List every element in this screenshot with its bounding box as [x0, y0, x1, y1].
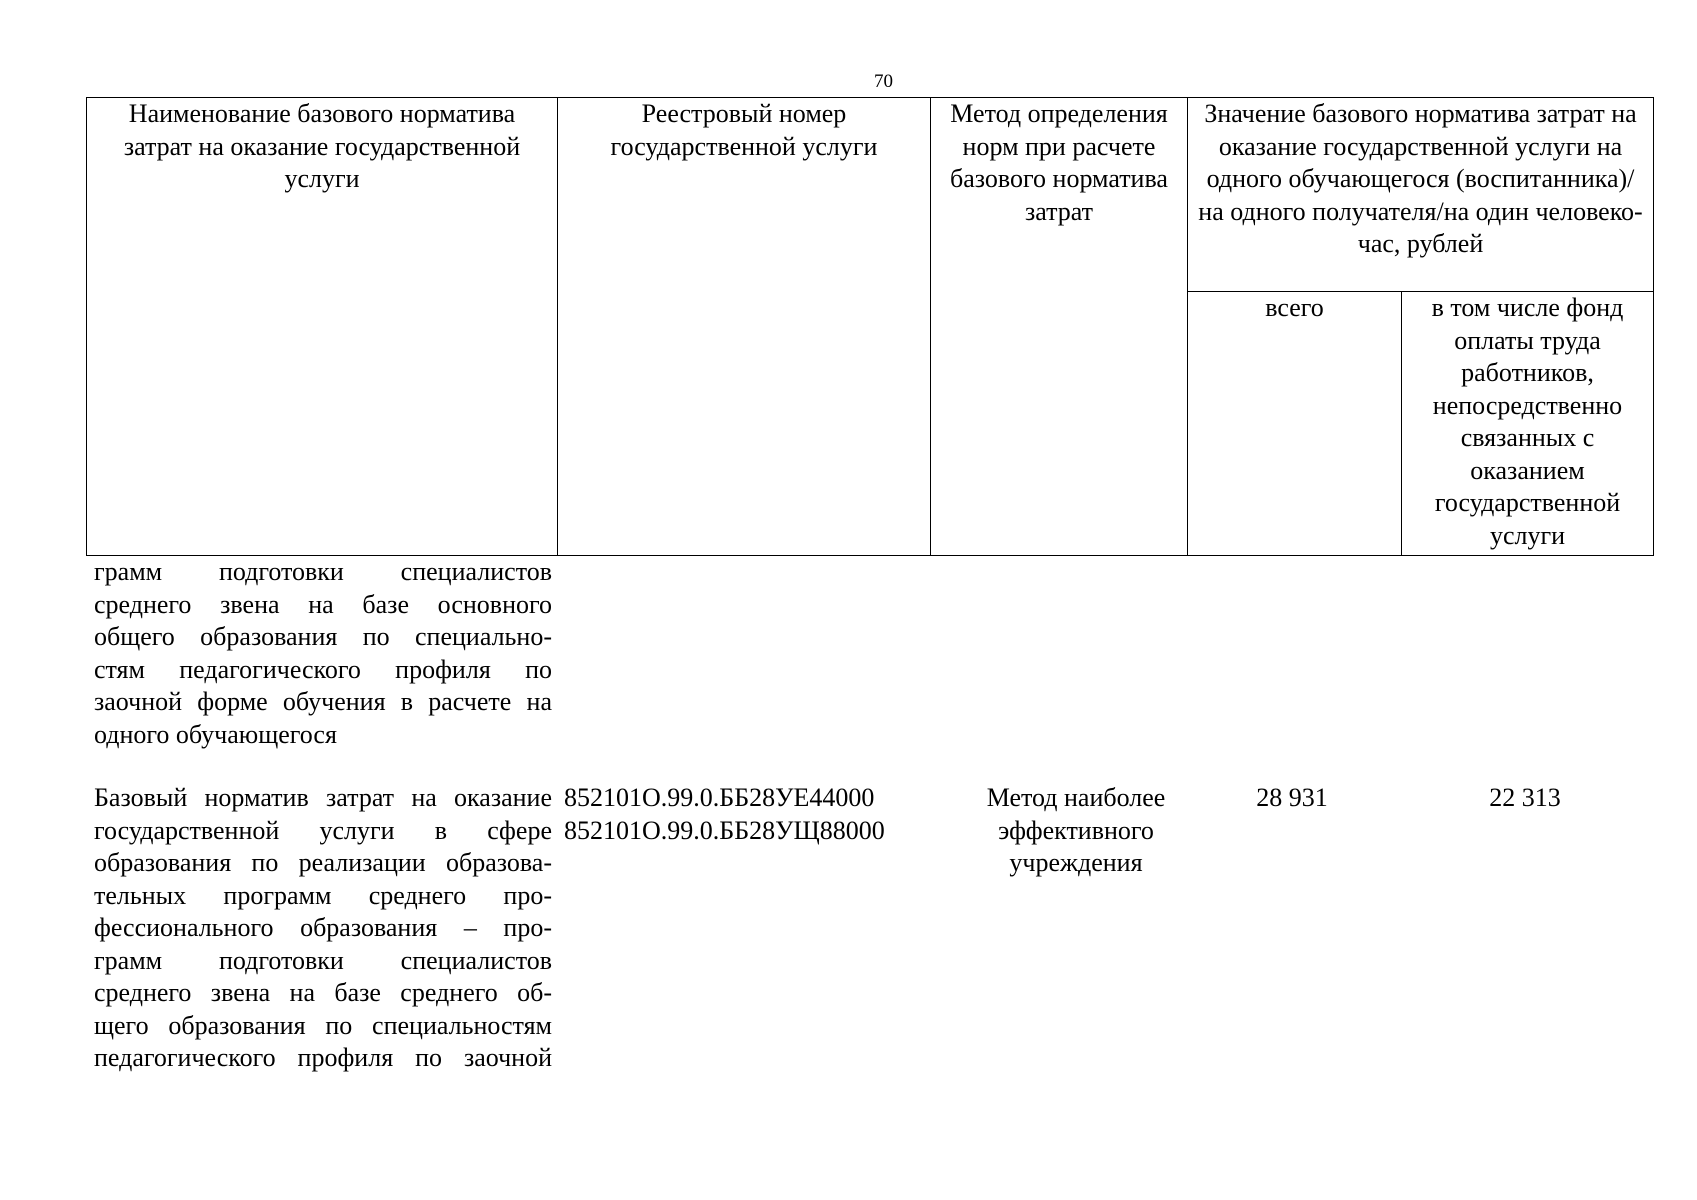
row-method: Метод наиболее эффективного учреждения — [986, 783, 1166, 877]
name-line: заочной форме обучения в расчете на — [94, 687, 552, 716]
name-line: образования по реализации образова- — [94, 848, 552, 877]
name-line: тельных программ среднего про- — [94, 880, 552, 910]
row-fot: 22 313 — [1489, 783, 1561, 812]
name-line: грамм подготовки специалистов — [94, 557, 552, 586]
header-fot: в том числе фонд оплаты труда работников, непосредственно связанных с оказанием государственной услуги — [1402, 292, 1654, 556]
name-line: щего образования по специальностям — [94, 1010, 552, 1040]
name-line: грамм подготовки специалистов — [94, 945, 552, 975]
name-line: стям педагогического профиля по — [94, 654, 552, 684]
name-line: государственной услуги в сфере — [94, 815, 552, 845]
header-total: всего — [1188, 292, 1402, 556]
header-table — [86, 97, 1654, 556]
table-row — [86, 556, 1653, 752]
registry-number: 852101О.99.0.ББ28УЩ88000 — [564, 815, 885, 845]
row-registry — [564, 782, 934, 847]
norm-table-header — [86, 97, 1653, 556]
name-line: общего образования по специально- — [94, 622, 552, 651]
table-body — [86, 556, 1653, 1072]
header-name: Наименование базового норматива затрат на оказание государственной услуги — [87, 98, 558, 556]
name-line: Базовый норматив затрат на оказание — [94, 783, 552, 812]
header-value: Значение базового норматива затрат на оказание государственной услуги на одного обучающегося (воспитанника)/на одного получателя/на один человеко-час, рублей — [1188, 98, 1654, 292]
name-line: педагогического профиля по заочной — [94, 1043, 552, 1072]
name-line: фессионального образования – про- — [94, 913, 552, 942]
row-total: 28 931 — [1256, 783, 1328, 812]
name-line: среднего звена на базе среднего об- — [94, 978, 552, 1007]
name-line: среднего звена на базе основного — [94, 589, 552, 619]
header-registry: Реестровый номер государственной услуги — [558, 98, 931, 556]
page-number: 70 — [874, 71, 893, 92]
row-name — [94, 782, 552, 1075]
header-method: Метод определения норм при расчете базового норматива затрат — [931, 98, 1188, 556]
registry-number: 852101О.99.0.ББ28УЕ44000 — [564, 783, 875, 812]
row-name — [94, 556, 552, 751]
name-line: одного обучающегося — [94, 719, 337, 749]
